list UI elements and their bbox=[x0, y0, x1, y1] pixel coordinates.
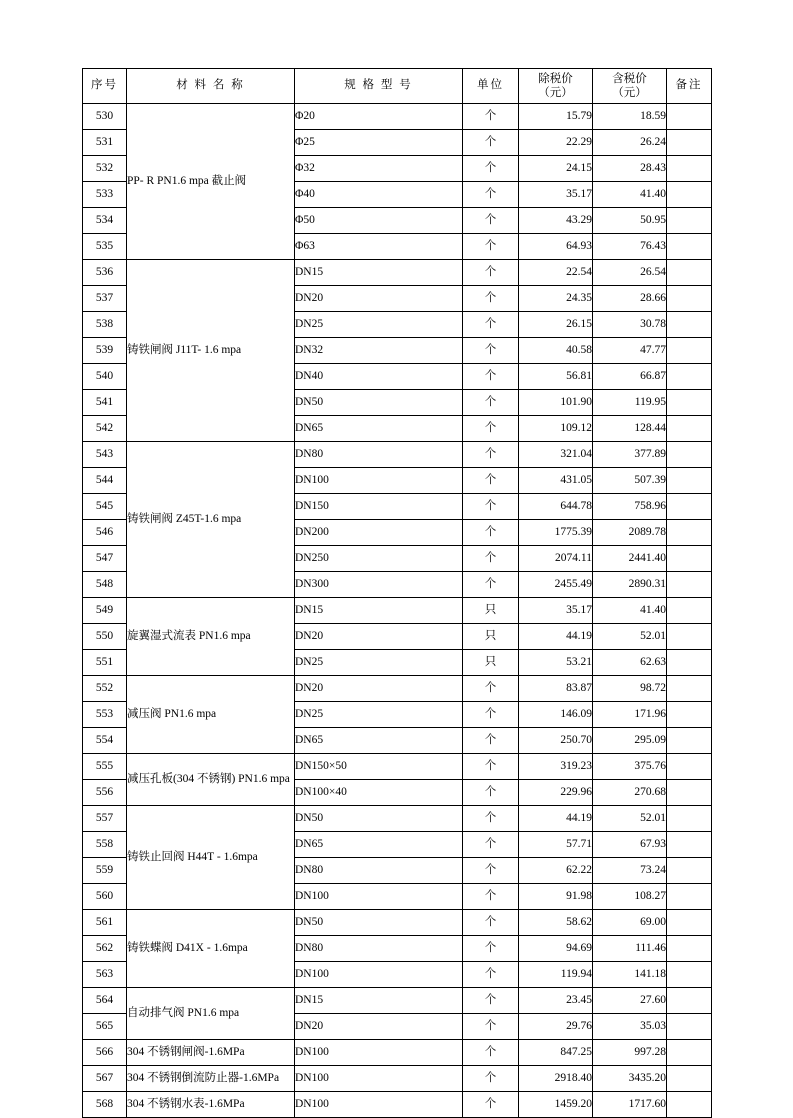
cell-spec: Φ25 bbox=[295, 130, 463, 156]
cell-spec: DN15 bbox=[295, 988, 463, 1014]
cell-remark bbox=[667, 858, 712, 884]
cell-unit: 个 bbox=[463, 286, 519, 312]
cell-price-excl-tax: 29.76 bbox=[519, 1014, 593, 1040]
cell-no: 556 bbox=[83, 780, 127, 806]
cell-no: 564 bbox=[83, 988, 127, 1014]
cell-remark bbox=[667, 624, 712, 650]
cell-no: 530 bbox=[83, 104, 127, 130]
cell-spec: DN100 bbox=[295, 468, 463, 494]
cell-unit: 个 bbox=[463, 234, 519, 260]
table-row bbox=[83, 910, 712, 936]
cell-price-incl-tax: 67.93 bbox=[593, 832, 667, 858]
cell-unit: 个 bbox=[463, 780, 519, 806]
cell-price-incl-tax: 108.27 bbox=[593, 884, 667, 910]
cell-remark bbox=[667, 130, 712, 156]
cell-spec: Φ40 bbox=[295, 182, 463, 208]
cell-price-excl-tax: 146.09 bbox=[519, 702, 593, 728]
cell-spec: DN80 bbox=[295, 858, 463, 884]
cell-spec: DN20 bbox=[295, 676, 463, 702]
cell-spec: DN20 bbox=[295, 286, 463, 312]
cell-no: 544 bbox=[83, 468, 127, 494]
cell-remark bbox=[667, 676, 712, 702]
cell-material-name: 铸铁闸阀 Z45T-1.6 mpa bbox=[127, 442, 295, 598]
cell-spec: DN300 bbox=[295, 572, 463, 598]
header-price-incl-tax-line1: 含税价 bbox=[612, 72, 647, 85]
cell-unit: 个 bbox=[463, 936, 519, 962]
cell-price-incl-tax: 171.96 bbox=[593, 702, 667, 728]
cell-no: 567 bbox=[83, 1066, 127, 1092]
cell-spec: DN20 bbox=[295, 1014, 463, 1040]
cell-spec: DN65 bbox=[295, 728, 463, 754]
cell-remark bbox=[667, 572, 712, 598]
cell-remark bbox=[667, 390, 712, 416]
cell-price-excl-tax: 2455.49 bbox=[519, 572, 593, 598]
cell-material-name: 减压阀 PN1.6 mpa bbox=[127, 676, 295, 754]
cell-unit: 个 bbox=[463, 520, 519, 546]
cell-price-incl-tax: 2441.40 bbox=[593, 546, 667, 572]
table-row bbox=[83, 1092, 712, 1118]
cell-remark bbox=[667, 208, 712, 234]
cell-unit: 个 bbox=[463, 1092, 519, 1118]
cell-no: 558 bbox=[83, 832, 127, 858]
cell-no: 545 bbox=[83, 494, 127, 520]
cell-price-excl-tax: 56.81 bbox=[519, 364, 593, 390]
cell-price-incl-tax: 41.40 bbox=[593, 182, 667, 208]
cell-material-name: 304 不锈钢闸阀-1.6MPa bbox=[127, 1040, 295, 1066]
cell-price-incl-tax: 2890.31 bbox=[593, 572, 667, 598]
cell-remark bbox=[667, 104, 712, 130]
header-no: 序号 bbox=[83, 69, 127, 104]
table-row bbox=[83, 676, 712, 702]
cell-unit: 个 bbox=[463, 546, 519, 572]
cell-unit: 个 bbox=[463, 676, 519, 702]
cell-spec: Φ20 bbox=[295, 104, 463, 130]
cell-remark bbox=[667, 1066, 712, 1092]
cell-price-excl-tax: 44.19 bbox=[519, 806, 593, 832]
cell-price-incl-tax: 62.63 bbox=[593, 650, 667, 676]
cell-price-excl-tax: 44.19 bbox=[519, 624, 593, 650]
cell-remark bbox=[667, 286, 712, 312]
cell-price-excl-tax: 2918.40 bbox=[519, 1066, 593, 1092]
table-row bbox=[83, 598, 712, 624]
cell-price-excl-tax: 431.05 bbox=[519, 468, 593, 494]
cell-spec: DN80 bbox=[295, 442, 463, 468]
cell-price-excl-tax: 1775.39 bbox=[519, 520, 593, 546]
header-price-excl-tax bbox=[519, 69, 593, 104]
header-price-incl-tax bbox=[593, 69, 667, 104]
cell-no: 553 bbox=[83, 702, 127, 728]
cell-price-excl-tax: 321.04 bbox=[519, 442, 593, 468]
cell-no: 549 bbox=[83, 598, 127, 624]
cell-price-incl-tax: 52.01 bbox=[593, 806, 667, 832]
cell-remark bbox=[667, 442, 712, 468]
cell-price-incl-tax: 270.68 bbox=[593, 780, 667, 806]
cell-unit: 个 bbox=[463, 338, 519, 364]
cell-remark bbox=[667, 1092, 712, 1118]
cell-spec: DN200 bbox=[295, 520, 463, 546]
cell-no: 565 bbox=[83, 1014, 127, 1040]
cell-remark bbox=[667, 182, 712, 208]
cell-price-excl-tax: 101.90 bbox=[519, 390, 593, 416]
cell-remark bbox=[667, 364, 712, 390]
cell-spec: DN100 bbox=[295, 1066, 463, 1092]
header-unit: 单位 bbox=[463, 69, 519, 104]
cell-unit: 个 bbox=[463, 702, 519, 728]
cell-remark bbox=[667, 468, 712, 494]
cell-spec: DN15 bbox=[295, 260, 463, 286]
cell-material-name: 铸铁闸阀 J11T- 1.6 mpa bbox=[127, 260, 295, 442]
cell-material-name: 304 不锈钢水表-1.6MPa bbox=[127, 1092, 295, 1118]
cell-price-incl-tax: 66.87 bbox=[593, 364, 667, 390]
cell-remark bbox=[667, 910, 712, 936]
cell-unit: 个 bbox=[463, 988, 519, 1014]
cell-spec: DN25 bbox=[295, 312, 463, 338]
cell-price-incl-tax: 50.95 bbox=[593, 208, 667, 234]
cell-unit: 个 bbox=[463, 364, 519, 390]
cell-price-excl-tax: 229.96 bbox=[519, 780, 593, 806]
cell-remark bbox=[667, 780, 712, 806]
cell-spec: DN150×50 bbox=[295, 754, 463, 780]
cell-no: 568 bbox=[83, 1092, 127, 1118]
cell-price-excl-tax: 58.62 bbox=[519, 910, 593, 936]
cell-no: 566 bbox=[83, 1040, 127, 1066]
cell-remark bbox=[667, 494, 712, 520]
cell-price-incl-tax: 98.72 bbox=[593, 676, 667, 702]
cell-no: 562 bbox=[83, 936, 127, 962]
cell-no: 531 bbox=[83, 130, 127, 156]
cell-unit: 个 bbox=[463, 910, 519, 936]
cell-spec: DN100×40 bbox=[295, 780, 463, 806]
cell-remark bbox=[667, 650, 712, 676]
cell-price-excl-tax: 91.98 bbox=[519, 884, 593, 910]
cell-unit: 个 bbox=[463, 104, 519, 130]
cell-spec: Φ32 bbox=[295, 156, 463, 182]
cell-spec: DN100 bbox=[295, 1092, 463, 1118]
cell-unit: 个 bbox=[463, 806, 519, 832]
cell-price-incl-tax: 27.60 bbox=[593, 988, 667, 1014]
cell-price-excl-tax: 22.54 bbox=[519, 260, 593, 286]
cell-remark bbox=[667, 1040, 712, 1066]
cell-unit: 个 bbox=[463, 416, 519, 442]
cell-price-excl-tax: 57.71 bbox=[519, 832, 593, 858]
cell-no: 532 bbox=[83, 156, 127, 182]
cell-no: 550 bbox=[83, 624, 127, 650]
cell-spec: DN250 bbox=[295, 546, 463, 572]
cell-no: 555 bbox=[83, 754, 127, 780]
cell-price-incl-tax: 128.44 bbox=[593, 416, 667, 442]
cell-no: 533 bbox=[83, 182, 127, 208]
cell-no: 540 bbox=[83, 364, 127, 390]
cell-price-incl-tax: 41.40 bbox=[593, 598, 667, 624]
cell-unit: 个 bbox=[463, 728, 519, 754]
cell-price-incl-tax: 28.43 bbox=[593, 156, 667, 182]
table-row bbox=[83, 988, 712, 1014]
header-name: 材 料 名 称 bbox=[127, 69, 295, 104]
cell-unit: 只 bbox=[463, 650, 519, 676]
cell-spec: DN100 bbox=[295, 884, 463, 910]
cell-material-name: 旋翼湿式流表 PN1.6 mpa bbox=[127, 598, 295, 676]
cell-price-excl-tax: 23.45 bbox=[519, 988, 593, 1014]
cell-spec: DN32 bbox=[295, 338, 463, 364]
cell-remark bbox=[667, 260, 712, 286]
cell-price-excl-tax: 1459.20 bbox=[519, 1092, 593, 1118]
cell-no: 552 bbox=[83, 676, 127, 702]
cell-price-incl-tax: 73.24 bbox=[593, 858, 667, 884]
cell-spec: DN100 bbox=[295, 962, 463, 988]
cell-unit: 个 bbox=[463, 208, 519, 234]
cell-unit: 个 bbox=[463, 1040, 519, 1066]
cell-price-excl-tax: 2074.11 bbox=[519, 546, 593, 572]
cell-price-excl-tax: 24.15 bbox=[519, 156, 593, 182]
cell-price-excl-tax: 15.79 bbox=[519, 104, 593, 130]
cell-remark bbox=[667, 754, 712, 780]
header-row bbox=[83, 69, 712, 104]
cell-remark bbox=[667, 598, 712, 624]
cell-unit: 个 bbox=[463, 468, 519, 494]
cell-price-excl-tax: 43.29 bbox=[519, 208, 593, 234]
header-price-excl-tax-line1: 除税价 bbox=[538, 72, 573, 85]
cell-no: 541 bbox=[83, 390, 127, 416]
cell-material-name: 自动排气阀 PN1.6 mpa bbox=[127, 988, 295, 1040]
cell-material-name: 减压孔板(304 不锈钢) PN1.6 mpa bbox=[127, 754, 295, 806]
cell-no: 551 bbox=[83, 650, 127, 676]
cell-price-incl-tax: 377.89 bbox=[593, 442, 667, 468]
cell-price-incl-tax: 69.00 bbox=[593, 910, 667, 936]
cell-unit: 只 bbox=[463, 624, 519, 650]
cell-no: 561 bbox=[83, 910, 127, 936]
cell-no: 563 bbox=[83, 962, 127, 988]
cell-remark bbox=[667, 728, 712, 754]
cell-no: 559 bbox=[83, 858, 127, 884]
cell-no: 539 bbox=[83, 338, 127, 364]
cell-price-incl-tax: 111.46 bbox=[593, 936, 667, 962]
cell-remark bbox=[667, 936, 712, 962]
cell-spec: DN50 bbox=[295, 390, 463, 416]
cell-price-excl-tax: 644.78 bbox=[519, 494, 593, 520]
cell-spec: DN25 bbox=[295, 650, 463, 676]
cell-material-name: 304 不锈钢倒流防止器-1.6MPa bbox=[127, 1066, 295, 1092]
cell-price-excl-tax: 62.22 bbox=[519, 858, 593, 884]
cell-no: 534 bbox=[83, 208, 127, 234]
cell-remark bbox=[667, 520, 712, 546]
cell-price-excl-tax: 109.12 bbox=[519, 416, 593, 442]
cell-price-incl-tax: 507.39 bbox=[593, 468, 667, 494]
cell-remark bbox=[667, 962, 712, 988]
cell-no: 554 bbox=[83, 728, 127, 754]
cell-spec: DN15 bbox=[295, 598, 463, 624]
cell-material-name: PP- R PN1.6 mpa 截止阀 bbox=[127, 104, 295, 260]
cell-price-excl-tax: 64.93 bbox=[519, 234, 593, 260]
cell-price-incl-tax: 26.54 bbox=[593, 260, 667, 286]
cell-unit: 个 bbox=[463, 832, 519, 858]
cell-remark bbox=[667, 416, 712, 442]
cell-remark bbox=[667, 338, 712, 364]
cell-price-incl-tax: 997.28 bbox=[593, 1040, 667, 1066]
cell-spec: DN25 bbox=[295, 702, 463, 728]
cell-price-incl-tax: 76.43 bbox=[593, 234, 667, 260]
cell-remark bbox=[667, 884, 712, 910]
cell-price-excl-tax: 26.15 bbox=[519, 312, 593, 338]
table-header bbox=[83, 69, 712, 104]
cell-no: 557 bbox=[83, 806, 127, 832]
cell-remark bbox=[667, 806, 712, 832]
table-row bbox=[83, 260, 712, 286]
cell-unit: 个 bbox=[463, 442, 519, 468]
cell-material-name: 铸铁蝶阀 D41X - 1.6mpa bbox=[127, 910, 295, 988]
cell-spec: DN150 bbox=[295, 494, 463, 520]
cell-unit: 个 bbox=[463, 754, 519, 780]
cell-no: 548 bbox=[83, 572, 127, 598]
cell-price-excl-tax: 119.94 bbox=[519, 962, 593, 988]
cell-unit: 个 bbox=[463, 1066, 519, 1092]
cell-no: 560 bbox=[83, 884, 127, 910]
cell-price-excl-tax: 40.58 bbox=[519, 338, 593, 364]
cell-remark bbox=[667, 234, 712, 260]
cell-unit: 个 bbox=[463, 494, 519, 520]
cell-unit: 个 bbox=[463, 858, 519, 884]
cell-price-excl-tax: 24.35 bbox=[519, 286, 593, 312]
cell-unit: 个 bbox=[463, 312, 519, 338]
table-row bbox=[83, 806, 712, 832]
cell-no: 535 bbox=[83, 234, 127, 260]
cell-no: 546 bbox=[83, 520, 127, 546]
cell-price-incl-tax: 26.24 bbox=[593, 130, 667, 156]
cell-spec: DN40 bbox=[295, 364, 463, 390]
header-remark: 备注 bbox=[667, 69, 712, 104]
table-row bbox=[83, 104, 712, 130]
cell-no: 543 bbox=[83, 442, 127, 468]
cell-price-incl-tax: 18.59 bbox=[593, 104, 667, 130]
table-row bbox=[83, 442, 712, 468]
cell-price-excl-tax: 83.87 bbox=[519, 676, 593, 702]
cell-remark bbox=[667, 546, 712, 572]
cell-price-incl-tax: 1717.60 bbox=[593, 1092, 667, 1118]
cell-price-incl-tax: 47.77 bbox=[593, 338, 667, 364]
cell-spec: DN65 bbox=[295, 832, 463, 858]
cell-unit: 个 bbox=[463, 962, 519, 988]
material-price-table bbox=[82, 68, 712, 1118]
cell-price-incl-tax: 28.66 bbox=[593, 286, 667, 312]
cell-price-incl-tax: 52.01 bbox=[593, 624, 667, 650]
cell-unit: 个 bbox=[463, 1014, 519, 1040]
table-row bbox=[83, 1066, 712, 1092]
cell-price-incl-tax: 375.76 bbox=[593, 754, 667, 780]
cell-unit: 个 bbox=[463, 390, 519, 416]
cell-spec: DN65 bbox=[295, 416, 463, 442]
cell-no: 538 bbox=[83, 312, 127, 338]
cell-price-incl-tax: 295.09 bbox=[593, 728, 667, 754]
cell-price-excl-tax: 35.17 bbox=[519, 598, 593, 624]
cell-unit: 个 bbox=[463, 260, 519, 286]
header-spec: 规 格 型 号 bbox=[295, 69, 463, 104]
cell-price-incl-tax: 30.78 bbox=[593, 312, 667, 338]
cell-price-excl-tax: 94.69 bbox=[519, 936, 593, 962]
cell-unit: 个 bbox=[463, 572, 519, 598]
cell-no: 537 bbox=[83, 286, 127, 312]
cell-no: 536 bbox=[83, 260, 127, 286]
cell-price-incl-tax: 758.96 bbox=[593, 494, 667, 520]
cell-price-incl-tax: 141.18 bbox=[593, 962, 667, 988]
cell-spec: Φ63 bbox=[295, 234, 463, 260]
cell-remark bbox=[667, 832, 712, 858]
cell-price-incl-tax: 35.03 bbox=[593, 1014, 667, 1040]
cell-remark bbox=[667, 1014, 712, 1040]
cell-price-excl-tax: 22.29 bbox=[519, 130, 593, 156]
cell-price-excl-tax: 847.25 bbox=[519, 1040, 593, 1066]
cell-remark bbox=[667, 988, 712, 1014]
table-row bbox=[83, 1040, 712, 1066]
header-price-excl-tax-line2: （元） bbox=[538, 87, 573, 99]
cell-price-incl-tax: 3435.20 bbox=[593, 1066, 667, 1092]
cell-unit: 个 bbox=[463, 156, 519, 182]
cell-price-incl-tax: 2089.78 bbox=[593, 520, 667, 546]
table-row bbox=[83, 754, 712, 780]
cell-unit: 个 bbox=[463, 182, 519, 208]
cell-spec: DN50 bbox=[295, 806, 463, 832]
cell-remark bbox=[667, 702, 712, 728]
cell-remark bbox=[667, 156, 712, 182]
cell-price-excl-tax: 319.23 bbox=[519, 754, 593, 780]
cell-spec: Φ50 bbox=[295, 208, 463, 234]
cell-remark bbox=[667, 312, 712, 338]
cell-price-excl-tax: 53.21 bbox=[519, 650, 593, 676]
cell-no: 547 bbox=[83, 546, 127, 572]
cell-spec: DN20 bbox=[295, 624, 463, 650]
cell-spec: DN80 bbox=[295, 936, 463, 962]
cell-spec: DN100 bbox=[295, 1040, 463, 1066]
cell-price-incl-tax: 119.95 bbox=[593, 390, 667, 416]
cell-price-excl-tax: 250.70 bbox=[519, 728, 593, 754]
table-body bbox=[83, 104, 712, 1118]
cell-spec: DN50 bbox=[295, 910, 463, 936]
cell-unit: 只 bbox=[463, 598, 519, 624]
cell-unit: 个 bbox=[463, 130, 519, 156]
cell-price-excl-tax: 35.17 bbox=[519, 182, 593, 208]
cell-unit: 个 bbox=[463, 884, 519, 910]
header-price-incl-tax-line2: （元） bbox=[612, 87, 647, 99]
cell-material-name: 铸铁止回阀 H44T - 1.6mpa bbox=[127, 806, 295, 910]
cell-no: 542 bbox=[83, 416, 127, 442]
